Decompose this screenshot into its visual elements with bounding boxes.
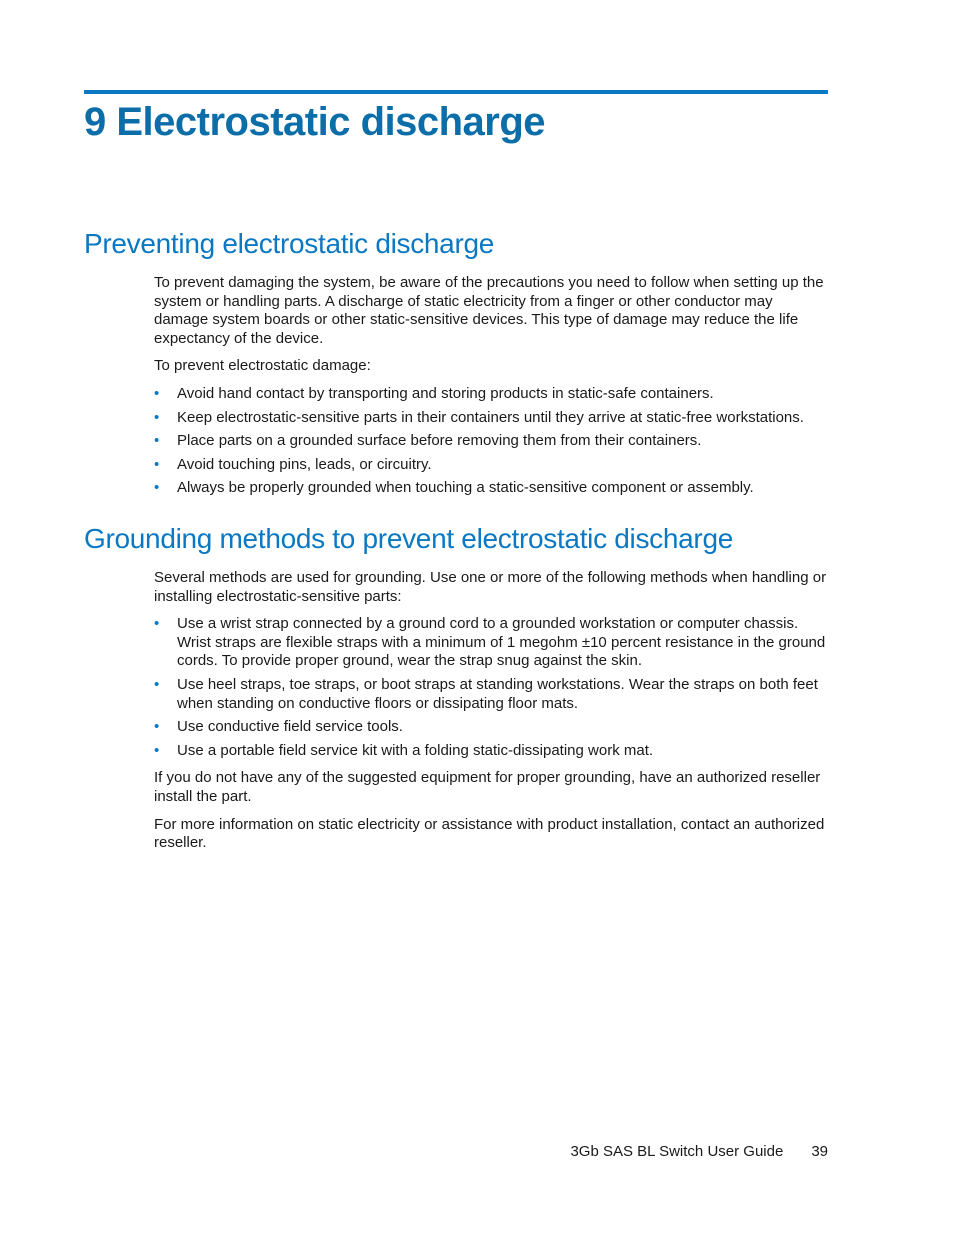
bullet-icon: •: [154, 741, 160, 759]
intro-paragraph: To prevent damaging the system, be aware of the precautions you need to follow when setting up the system or handling parts. A discharge of static electricity from a finger or other conductor may damage system boards or other static-sensitive devices. This type of damage may reduce the life expectancy of the device.: [154, 274, 824, 347]
bullet-icon: •: [154, 479, 160, 497]
list-item: • Place parts on a grounded surface before removing them from their containers.: [154, 432, 702, 450]
chapter-rule: [84, 90, 828, 94]
precautions-list: [154, 385, 830, 498]
equipment-paragraph: If you do not have any of the suggested equipment for proper grounding, have an authorized reseller install the part.: [154, 769, 821, 805]
bullet-icon: •: [154, 384, 160, 402]
page-number: 39: [811, 1143, 828, 1160]
list-item: • Always be properly grounded when touching a static-sensitive component or assembly.: [154, 479, 754, 497]
bullet-icon: •: [154, 675, 160, 693]
bullet-icon: •: [154, 615, 160, 633]
grounding-methods-list: [154, 615, 830, 760]
page-footer: [570, 1143, 828, 1160]
intro-paragraph: Several methods are used for grounding. Use one or more of the following methods when handling or installing electrostatic-sensitive parts:: [154, 569, 827, 605]
bullet-icon: •: [154, 718, 160, 736]
list-item: • Avoid touching pins, leads, or circuitry.: [154, 455, 432, 473]
section-body-grounding: [154, 569, 830, 853]
chapter-title: 9 Electrostatic discharge: [84, 100, 546, 144]
lead-paragraph: To prevent electrostatic damage:: [154, 357, 371, 375]
list-item: • Use a portable field service kit with a folding static-dissipating work mat.: [154, 741, 654, 759]
list-item: • Avoid hand contact by transporting and storing products in static-safe containers.: [154, 384, 714, 402]
section-heading-preventing: Preventing electrostatic discharge: [84, 228, 495, 259]
bullet-icon: •: [154, 432, 160, 450]
section-body-preventing: [154, 274, 830, 498]
list-item: • Use heel straps, toe straps, or boot straps at standing workstations. Wear the straps on both feet when standing on conductive floors or dissipating floor mats.: [154, 675, 818, 712]
bullet-icon: •: [154, 455, 160, 473]
footer-guide-title: 3Gb SAS BL Switch User Guide: [570, 1143, 784, 1160]
list-item: • Use conductive field service tools.: [154, 718, 403, 736]
list-item: • Use a wrist strap connected by a ground cord to a grounded workstation or computer chassis. Wrist straps are flexible straps with a minimum of 1 megohm ±10 percent resistance in the ground cords. To provide proper ground, wear the strap snug against the skin.: [154, 615, 826, 670]
list-item: • Keep electrostatic-sensitive parts in their containers until they arrive at static-free workstations.: [154, 408, 804, 426]
contact-paragraph: For more information on static electricity or assistance with product installation, contact an authorized reseller.: [154, 815, 825, 852]
bullet-icon: •: [154, 408, 160, 426]
section-heading-grounding: Grounding methods to prevent electrostatic discharge: [84, 523, 733, 554]
